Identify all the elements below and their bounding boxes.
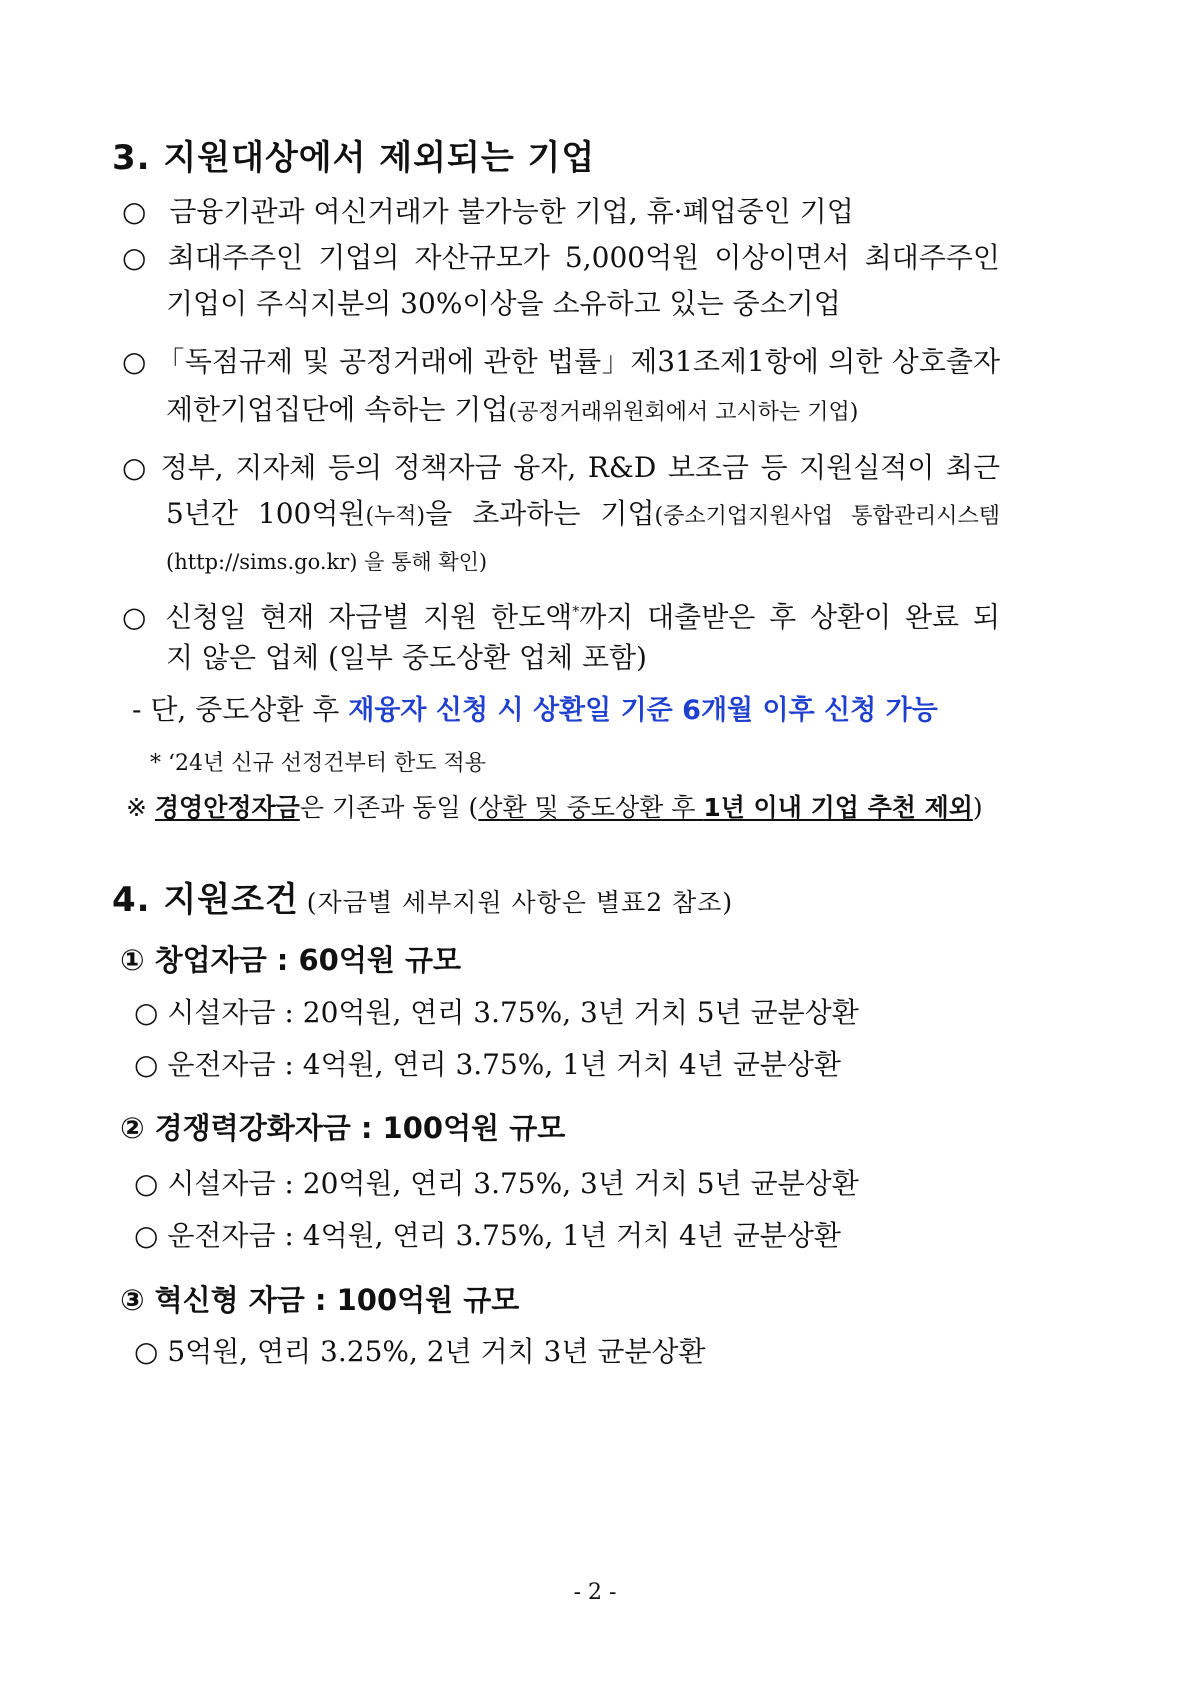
bullet-circle: ○ — [122, 600, 152, 634]
exclusion-item-4-line2: 5년간 100억원(누적)을 초과하는 기업(중소기업지원사업 통합관리시스템 — [166, 497, 1000, 530]
bullet-circle: ○ — [122, 195, 147, 228]
fund-line: ○ 운전자금 : 4억원, 연리 3.75%, 1년 거치 4년 균분상환 — [134, 1219, 841, 1252]
reference-note: ※ 경영안정자금은 기존과 동일 (상환 및 중도상환 후 1년 이내 기업 추천 제외) — [126, 793, 983, 822]
fund-heading-competitiveness: ② 경쟁력강화자금 : 100억원 규모 — [120, 1111, 566, 1145]
exclusion-item-1: ○ 금융기관과 여신거래가 불가능한 기업, 휴·폐업중인 기업 — [122, 195, 854, 228]
exclusion-item-3-line2: 제한기업집단에 속하는 기업(공정거래위원회에서 고시하는 기업) — [166, 393, 859, 426]
bullet-circle: ○ — [122, 241, 153, 274]
exclusion-item-4-line1: ○ 정부, 지자체 등의 정책자금 융자, R&D 보조금 등 지원실적이 최근 — [122, 451, 1001, 484]
exclusion-item-2-line2: 기업이 주식지분의 30%이상을 소유하고 있는 중소기업 — [166, 287, 841, 320]
exception-note: - 단, 중도상환 후 재융자 신청 시 상환일 기준 6개월 이후 신청 가능 — [132, 693, 938, 726]
fund-line: ○ 5억원, 연리 3.25%, 2년 거치 3년 균분상환 — [134, 1335, 706, 1368]
fund-line: ○ 시설자금 : 20억원, 연리 3.75%, 3년 거치 5년 균분상환 — [134, 1167, 859, 1200]
bullet-circle: ○ — [122, 345, 147, 378]
fund-line: ○ 시설자금 : 20억원, 연리 3.75%, 3년 거치 5년 균분상환 — [134, 996, 859, 1029]
section4-subtitle: (자금별 세부지원 사항은 별표2 참조) — [306, 888, 734, 917]
bullet-circle: ○ — [122, 451, 150, 484]
exclusion-item-5-line1: ○ 신청일 현재 자금별 지원 한도액*까지 대출받은 후 상환이 완료 되 — [122, 600, 1000, 634]
section4-title: 4. 지원조건 (자금별 세부지원 사항은 별표2 참조) — [112, 880, 734, 920]
fund-line: ○ 운전자금 : 4억원, 연리 3.75%, 1년 거치 4년 균분상환 — [134, 1048, 841, 1081]
exclusion-item-4-line3: (http://sims.go.kr) 을 통해 확인) — [166, 550, 488, 574]
footnote: * ‘24년 신규 선정건부터 한도 적용 — [150, 751, 486, 776]
page-number: - 2 - — [573, 1580, 617, 1605]
highlight-text: 재융자 신청 시 상환일 기준 6개월 이후 신청 가능 — [348, 695, 938, 726]
exclusion-item-5-line2: 지 않은 업체 (일부 중도상환 업체 포함) — [166, 641, 647, 674]
exclusion-item-2-line1: ○ 최대주주인 기업의 자산규모가 5,000억원 이상이면서 최대주주인 — [122, 241, 1000, 274]
fund-heading-innovation: ③ 혁신형 자금 : 100억원 규모 — [120, 1283, 520, 1317]
fund-heading-startup: ① 창업자금 : 60억원 규모 — [120, 943, 462, 977]
section3-title: 3. 지원대상에서 제외되는 기업 — [112, 138, 596, 178]
exclusion-item-3-line1: ○ 「독점규제 및 공정거래에 관한 법률」제31조제1항에 의한 상호출자 — [122, 345, 1001, 378]
